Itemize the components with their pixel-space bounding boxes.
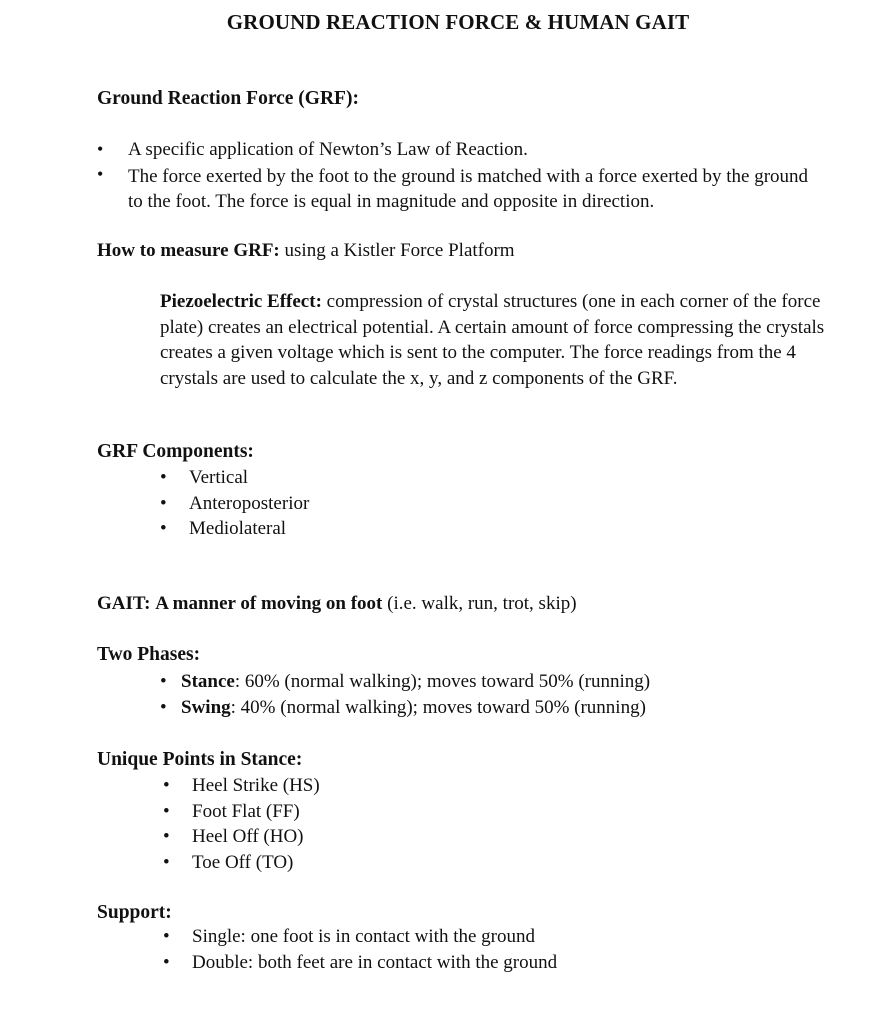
bullet-icon: •: [163, 951, 170, 973]
measure-line: [97, 240, 515, 262]
list-item: • Mediolateral: [160, 516, 309, 542]
list-item: • Vertical: [160, 465, 309, 491]
support-heading: Support:: [97, 902, 172, 923]
list-item: • Heel Strike (HS): [163, 773, 320, 799]
gait-definition: A manner of moving on foot: [155, 593, 383, 614]
list-item: • Swing : 40% (normal walking); moves toward 50% (running): [160, 695, 650, 721]
stance-points-heading: Unique Points in Stance:: [97, 749, 303, 770]
list-item: • Foot Flat (FF): [163, 799, 320, 825]
gait-examples: (i.e. walk, run, trot, skip): [387, 593, 577, 614]
phases-heading: Two Phases:: [97, 644, 201, 665]
list-item: • Heel Off (HO): [163, 824, 320, 850]
bullet-icon: •: [160, 518, 167, 539]
bullet-icon: •: [160, 467, 167, 488]
bullet-icon: •: [160, 492, 167, 514]
gait-line: [97, 593, 577, 615]
bullet-icon: •: [163, 800, 170, 822]
components-heading: GRF Components:: [97, 441, 254, 462]
bullet-icon: •: [97, 139, 104, 159]
list-item: • Double: both feet are in contact with the ground: [163, 950, 557, 976]
grf-bullet-text: A specific application of Newton’s Law of Reaction.: [128, 139, 528, 160]
list-item: • Single: one foot is in contact with the ground: [163, 924, 557, 950]
grf-heading: Ground Reaction Force (GRF):: [97, 88, 359, 109]
bullet-icon: •: [163, 851, 170, 873]
bullet-icon: •: [163, 926, 170, 947]
components-list: [160, 465, 309, 542]
bullet-icon: •: [97, 164, 104, 184]
bullet-icon: •: [163, 826, 170, 847]
piezo-text: compression of crystal structures (one in each corner of the force plate) creates an electrical potential. A certain amount of force compressing the crystals creates a given voltage which is sent to the computer. The force readings from the 4 crystals are used to calculate the x, y, and z components of the GRF.: [160, 291, 825, 389]
page-title: GROUND REACTION FORCE & HUMAN GAIT: [226, 10, 690, 34]
phases-list: [160, 669, 650, 720]
bullet-icon: •: [160, 671, 167, 692]
bullet-icon: •: [163, 775, 170, 796]
gait-label: GAIT:: [97, 593, 151, 614]
list-item: • Toe Off (TO): [163, 850, 320, 876]
support-list: [163, 924, 557, 975]
grf-bullet-2: [97, 164, 822, 214]
piezo-label: Piezoelectric Effect:: [160, 291, 322, 312]
grf-bullet-text: The force exerted by the foot to the ground is matched with a force exerted by the ground to the foot. The force is equal in magnitude and opposite in direction.: [128, 166, 809, 212]
measure-label: How to measure GRF:: [97, 240, 280, 261]
list-item: • Stance : 60% (normal walking); moves toward 50% (running): [160, 669, 650, 695]
stance-points-list: [163, 773, 320, 875]
measure-text: using a Kistler Force Platform: [284, 240, 515, 261]
grf-bullet-1: [97, 139, 528, 161]
piezo-paragraph: [160, 289, 830, 391]
bullet-icon: •: [160, 696, 167, 718]
list-item: • Anteroposterior: [160, 491, 309, 517]
